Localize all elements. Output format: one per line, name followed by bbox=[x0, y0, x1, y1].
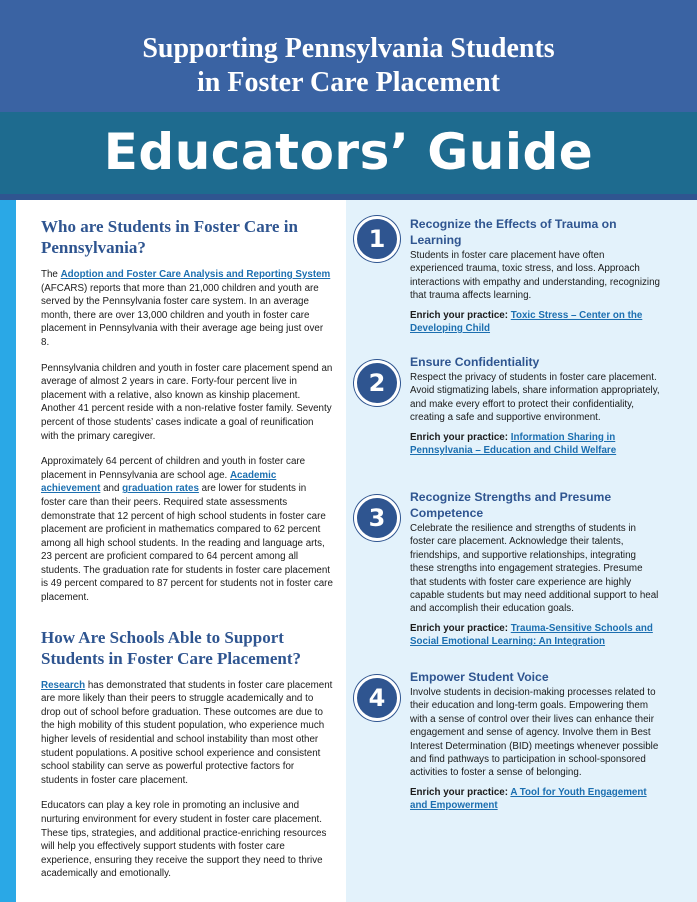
paragraph-afcars bbox=[41, 268, 333, 350]
enrich-practice bbox=[410, 622, 660, 649]
tip-text: Celebrate the resilience and strengths of students in foster care placement. Acknowledge their talents, friendships, and supportive relationships, integrating these strengths into engagement strategies. Presume that students with foster care experience are highly capable students but may need additional support to heal and accomplish their education goals. bbox=[410, 523, 659, 615]
tip-content bbox=[410, 489, 660, 649]
text-run: The bbox=[41, 269, 61, 280]
tip-text: Involve students in decision-making processes related to their education and long-term goals. Empowering them with a sense of control over their lives can enhance their engagement and sense of agency. Involve them in Best Interest Determination (BID) meetings whenever possible and find pathways to participation in school-sponsored activities to foster a sense of belonging. bbox=[410, 687, 659, 779]
guide-title: Educators’ Guide bbox=[103, 123, 594, 181]
link-academic-achievement[interactable]: Academic achievement bbox=[41, 469, 277, 495]
paragraph-school-age bbox=[41, 455, 333, 605]
left-accent-bar bbox=[0, 200, 16, 902]
text-run: has demonstrated that students in foster care placement are more likely than their peers to struggle academically and to drop out of school before graduation. These outcomes are due to the high mobility of this student population, who experience much higher levels of residential and school instability than most other student populations. A positive school experience and consistent school stability can serve as powerful protective factors for students in foster care placement. bbox=[41, 679, 333, 786]
enrich-label: Enrich your practice: bbox=[410, 622, 511, 634]
enrich-link[interactable]: A Tool for Youth Engagement and Empowerment bbox=[410, 786, 647, 812]
tip-content bbox=[410, 216, 660, 335]
enrich-label: Enrich your practice: bbox=[410, 431, 511, 443]
paragraph-educators-role: Educators can play a key role in promoting an inclusive and nurturing environment for every student in foster care placement. These tips, strategies, and additional practice-enriching resources will help you effectively support students with foster care experience, ensuring they receive the support they need to thrive academically and emotionally. bbox=[41, 800, 327, 880]
tip-title: Recognize Strengths and Presume Competence bbox=[410, 490, 612, 520]
document-title bbox=[0, 32, 697, 100]
link-afcars[interactable]: Adoption and Foster Care Analysis and Reporting System bbox=[60, 269, 331, 280]
tip-content bbox=[410, 354, 660, 457]
number-badge: 2 bbox=[354, 360, 400, 406]
title-line-1: Supporting Pennsylvania Students bbox=[142, 33, 555, 64]
text-run: and bbox=[100, 483, 123, 495]
text-run: are lower for students in foster care than their peers. Required state assessments demonstrate that 12 percent of high school students in foster care placement are proficient in mathematics compared to 62 percent among all high school students. In the reading and language arts, 23 percent are proficient compared to 64 percent among all students. The graduation rate for students in foster care placement is 49 percent compared to 87 percent for students not in foster care placement. bbox=[41, 483, 333, 604]
enrich-link[interactable]: Information Sharing in Pennsylvania – Education and Child Welfare bbox=[410, 431, 617, 457]
tip-text: Respect the privacy of students in foster care placement. Avoid stigmatizing labels, share information appropriately, and make every effort to protect their confidentiality, creating a safe and supportive environment. bbox=[410, 372, 660, 424]
tip-title: Empower Student Voice bbox=[410, 670, 549, 684]
tip-title: Ensure Confidentiality bbox=[410, 355, 540, 369]
number-badge: 3 bbox=[354, 495, 400, 541]
enrich-label: Enrich your practice: bbox=[410, 786, 511, 798]
tip-content bbox=[410, 669, 660, 813]
title-line-2: in Foster Care Placement bbox=[197, 67, 500, 98]
link-research[interactable]: Research bbox=[41, 679, 86, 691]
paragraph-research bbox=[41, 679, 333, 788]
tip-text: Students in foster care placement have often experienced trauma, toxic stress, and loss. Approach interactions with empathy and understanding, recognizing that trauma affects learning. bbox=[410, 250, 660, 302]
section-heading-who: Who are Students in Foster Care in Pennsylvania? bbox=[41, 217, 298, 257]
number-badge: 4 bbox=[354, 675, 400, 721]
enrich-practice bbox=[410, 786, 660, 813]
enrich-label: Enrich your practice: bbox=[410, 309, 511, 321]
header-title-band bbox=[0, 0, 697, 112]
link-graduation-rates[interactable]: graduation rates bbox=[122, 483, 199, 495]
text-run: (AFCARS) reports that more than 21,000 children and youth are served by the Pennsylvania foster care system. In an average month, there are over 13,000 children and youth in foster care placement in Pennsylvania with their average age being just over 8. bbox=[41, 282, 324, 348]
enrich-link[interactable]: Toxic Stress – Center on the Developing Child bbox=[410, 309, 643, 335]
enrich-practice bbox=[410, 309, 660, 336]
paragraph-time-in-care: Pennsylvania children and youth in foster care placement spend an average of almost 2 years in care. Forty-four percent live in placement with a relative, also known as kinship placement. Another 41 percent reside with a non-relative foster family. Seventy percent of those students’ cases indicate a goal of reunification with the primary caregiver. bbox=[41, 362, 333, 442]
header-guide-band bbox=[0, 112, 697, 194]
text-run: Approximately 64 percent of children and youth in foster care placement in Pennsylvania are school age. bbox=[41, 456, 306, 481]
enrich-link[interactable]: Trauma-Sensitive Schools and Social Emotional Learning: An Integration bbox=[410, 622, 653, 648]
tip-title: Recognize the Effects of Trauma on Learning bbox=[410, 217, 617, 247]
number-badge: 1 bbox=[354, 216, 400, 262]
enrich-practice bbox=[410, 431, 660, 458]
left-column bbox=[41, 216, 333, 893]
section-heading-how: How Are Schools Able to Support Students in Foster Care Placement? bbox=[41, 627, 302, 668]
